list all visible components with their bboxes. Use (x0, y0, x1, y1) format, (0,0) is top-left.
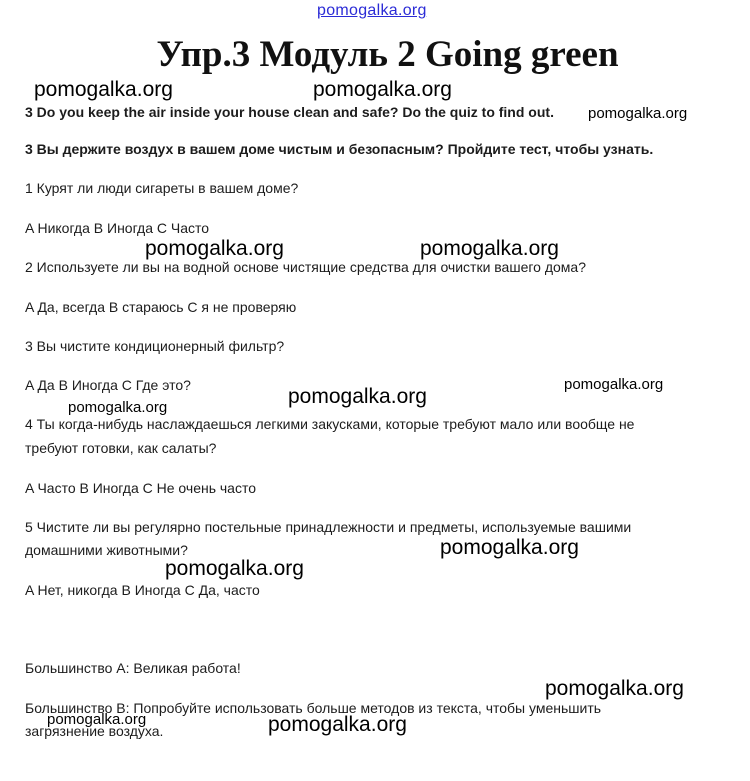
question-4-line-2: требуют готовки, как салаты? (25, 440, 217, 456)
answers-4: A Часто B Иногда C Не очень часто (25, 480, 257, 496)
watermark: pomogalka.org (545, 677, 684, 700)
question-2: 2 Используете ли вы на водной основе чистящие средства для очистки вашего дома? (25, 259, 586, 275)
result-mostly-b-line-1: Большинство B: Попробуйте использовать больше методов из текста, чтобы уменьшить (25, 700, 602, 716)
answers-2: A Да, всегда B стараюсь C я не проверяю (25, 299, 297, 315)
question-3: 3 Вы чистите кондиционерный фильтр? (25, 338, 285, 354)
watermark: pomogalka.org (440, 536, 579, 559)
intro-russian: 3 Вы держите воздух в вашем доме чистым и безопасным? Пройдите тест, чтобы узнать. (25, 141, 654, 157)
question-4-line-1: 4 Ты когда-нибудь наслаждаешься легкими закусками, которые требуют мало или вообще не (25, 416, 635, 432)
answers-1: A Никогда B Иногда C Часто (25, 220, 210, 236)
watermark: pomogalka.org (313, 78, 452, 101)
page-title: Упр.3 Модуль 2 Going green (156, 34, 619, 75)
answers-3: A Да B Иногда C Где это? (25, 377, 191, 393)
watermark: pomogalka.org (288, 385, 427, 408)
top-watermark-link[interactable]: pomogalka.org (317, 2, 427, 19)
watermark: pomogalka.org (165, 557, 304, 580)
watermark: pomogalka.org (145, 237, 284, 260)
question-5-line-1: 5 Чистите ли вы регулярно постельные принадлежности и предметы, используемые вашими (25, 519, 632, 535)
watermark: pomogalka.org (420, 237, 559, 260)
watermark: pomogalka.org (268, 713, 407, 736)
question-1: 1 Курят ли люди сигареты в вашем доме? (25, 180, 299, 196)
watermark: pomogalka.org (588, 105, 688, 122)
watermark: pomogalka.org (68, 399, 168, 416)
question-5-line-2: домашними животными? (25, 542, 188, 558)
watermark: pomogalka.org (564, 376, 664, 393)
result-mostly-b-line-2: загрязнение воздуха. (25, 723, 164, 739)
watermark: pomogalka.org (34, 78, 173, 101)
result-mostly-a: Большинство A: Великая работа! (25, 660, 241, 676)
answers-5: A Нет, никогда B Иногда C Да, часто (25, 582, 260, 598)
intro-english: 3 Do you keep the air inside your house clean and safe? Do the quiz to find out. (25, 104, 554, 120)
watermark: pomogalka.org (47, 711, 147, 728)
